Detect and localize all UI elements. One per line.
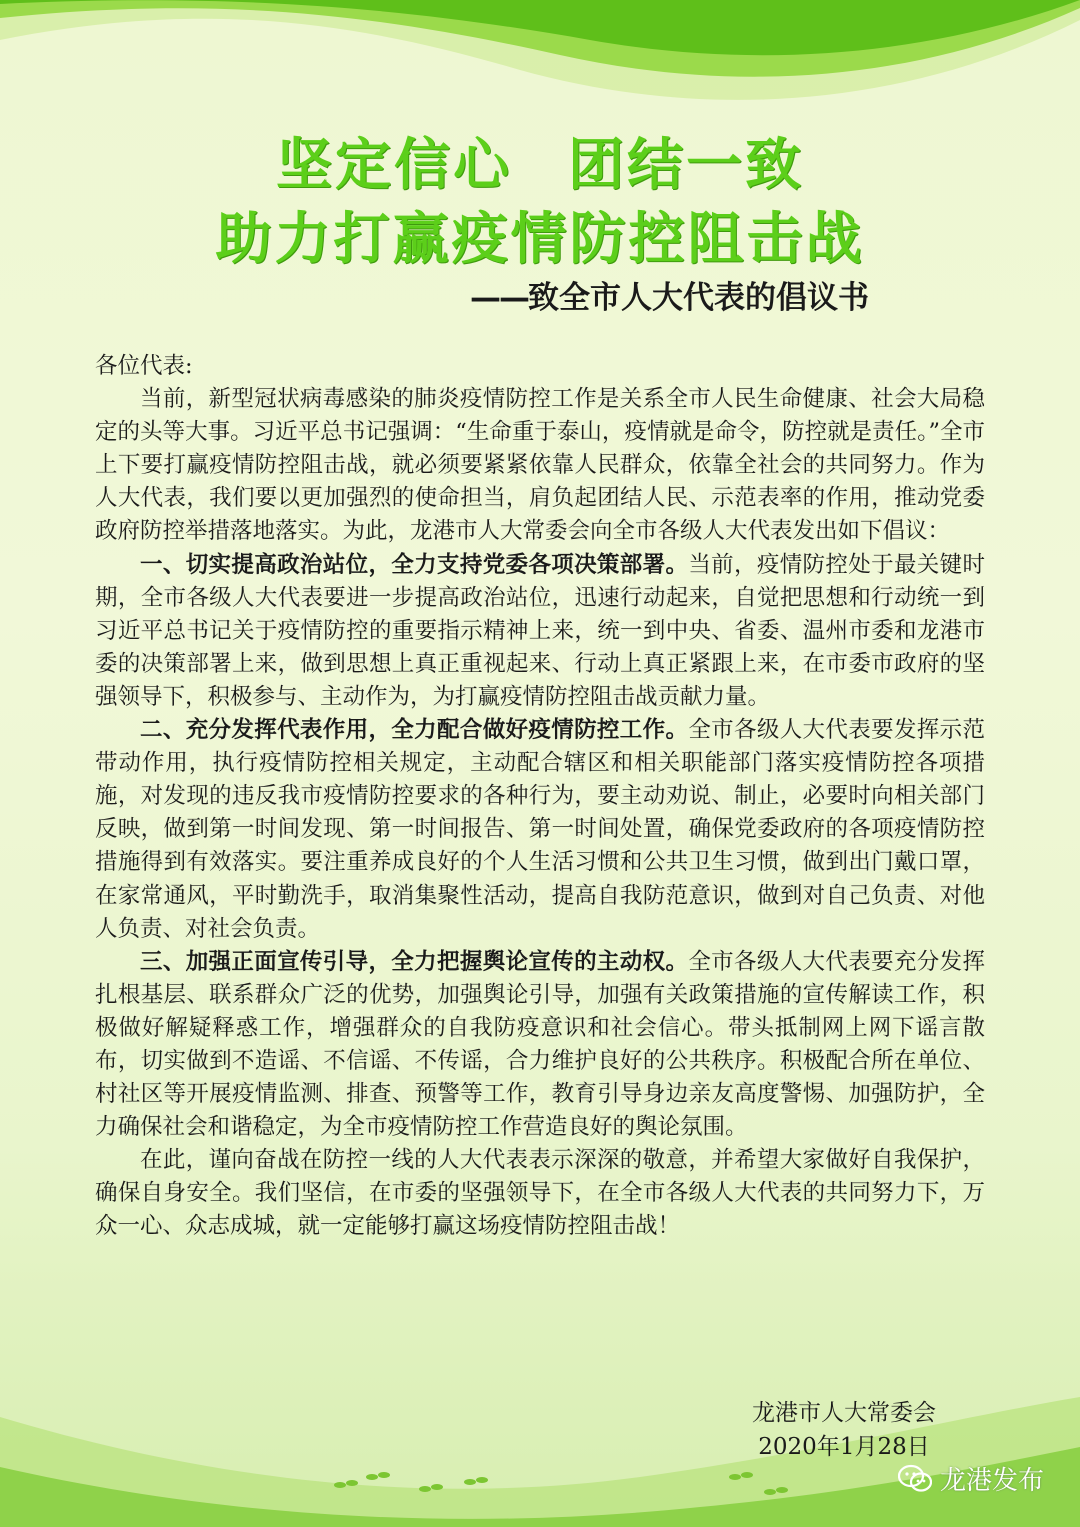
subtitle-text: 致全市人大代表的倡议书: [528, 280, 869, 316]
paragraph-closing: [95, 1144, 985, 1243]
letter-body: [95, 350, 985, 1244]
proposal-heading: 三、加强正面宣传引导，全力把握舆论宣传的主动权。: [140, 948, 689, 975]
paragraph-text: 当前，新型冠状病毒感染的肺炎疫情防控工作是关系全市人民生命健康、社会大局稳定的头等大事。习近平总书记强调：“生命重于泰山，疫情就是命令，防控就是责任。”全市上下要打赢疫情防控阻击战，就必须要紧紧依靠人民群众，依靠全社会的共同努力。作为人大代表，我们要以更加强烈的使命担当，肩负起团结人民、示范表率的作用，推动党委政府防控举措落地落实。为此，龙港市人大常委会向全市各级人大代表发出如下倡议：: [95, 386, 985, 545]
paragraph-text: 在此，谨向奋战在防控一线的人大代表表示深深的敬意，并希望大家做好自我保护，确保自身安全。我们坚信，在市委的坚强领导下，在全市各级人大代表的共同努力下，万众一心、众志成城，就一定能够打赢这场疫情防控阻击战！: [95, 1147, 985, 1240]
paragraph-text: 当前，疫情防控处于最关键时期，全市各级人大代表要进一步提高政治站位，迅速行动起来，自觉把思想和行动统一到习近平总书记关于疫情防控的重要指示精神上来，统一到中央、省委、温州市委和龙港市委的决策部署上来，做到思想上真正重视起来、行动上真正紧跟上来，在市委市政府的坚强领导下，积极参与、主动作为，为打赢疫情防控阻击战贡献力量。: [95, 551, 985, 710]
greeting: 各位代表:: [95, 353, 193, 379]
signature-org: 龙港市人大常委会: [752, 1400, 936, 1426]
wechat-icon: [898, 1464, 932, 1494]
title-line-1-part-2: 团结一致: [568, 133, 804, 198]
signature-date: 2020年1月28日: [758, 1434, 930, 1460]
title-line-1-part-1: 坚定信心: [276, 133, 512, 198]
watermark: [898, 1460, 1044, 1497]
top-wave-decoration: [0, 0, 1080, 140]
title-line-2: 助力打赢疫情防控阻击战: [215, 207, 865, 272]
watermark-text: 龙港发布: [940, 1466, 1045, 1496]
paragraph-proposal-3: [95, 946, 985, 1145]
paragraph-text: 全市各级人大代表要充分发挥扎根基层、联系群众广泛的优势，加强舆论引导，加强有关政策措施的宣传解读工作，积极做好解疑释惑工作，增强群众的自我防疫意识和社会信心。带头抵制网上网下谣言散布，切实做到不造谣、不信谣、不传谣，合力维护良好的公共秩序。积极配合所在单位、村社区等开展疫情监测、排查、预警等工作，教育引导身边亲友高度警惕、加强防护，全力确保社会和谐稳定，为全市疫情防控工作营造良好的舆论氛围。: [95, 948, 985, 1141]
proposal-heading: 二、充分发挥代表作用，全力配合做好疫情防控工作。: [140, 717, 689, 744]
title-line-1: [0, 132, 1080, 200]
proposal-heading: 一、切实提高政治站位，全力支持党委各项决策部署。: [140, 551, 689, 578]
subtitle: [470, 272, 869, 317]
signature-block: [734, 1396, 954, 1464]
paragraph-proposal-2: [95, 714, 985, 946]
subtitle-dash: ——: [470, 280, 528, 316]
paragraph-intro: [95, 383, 985, 548]
paragraph-proposal-1: [95, 549, 985, 714]
paragraph-text: 全市各级人大代表要发挥示范带动作用，执行疫情防控相关规定，主动配合辖区和相关职能部门落实疫情防控各项措施，对发现的违反我市疫情防控要求的各种行为，要主动劝说、制止，必要时向相关部门反映，做到第一时间发现、第一时间报告、第一时间处置，确保党委政府的各项疫情防控措施得到有效落实。要注重养成良好的个人生活习惯和公共卫生习惯，做到出门戴口罩，在家常通风，平时勤洗手，取消集聚性活动，提高自我防范意识，做到对自己负责、对他人负责、对社会负责。: [95, 717, 985, 942]
